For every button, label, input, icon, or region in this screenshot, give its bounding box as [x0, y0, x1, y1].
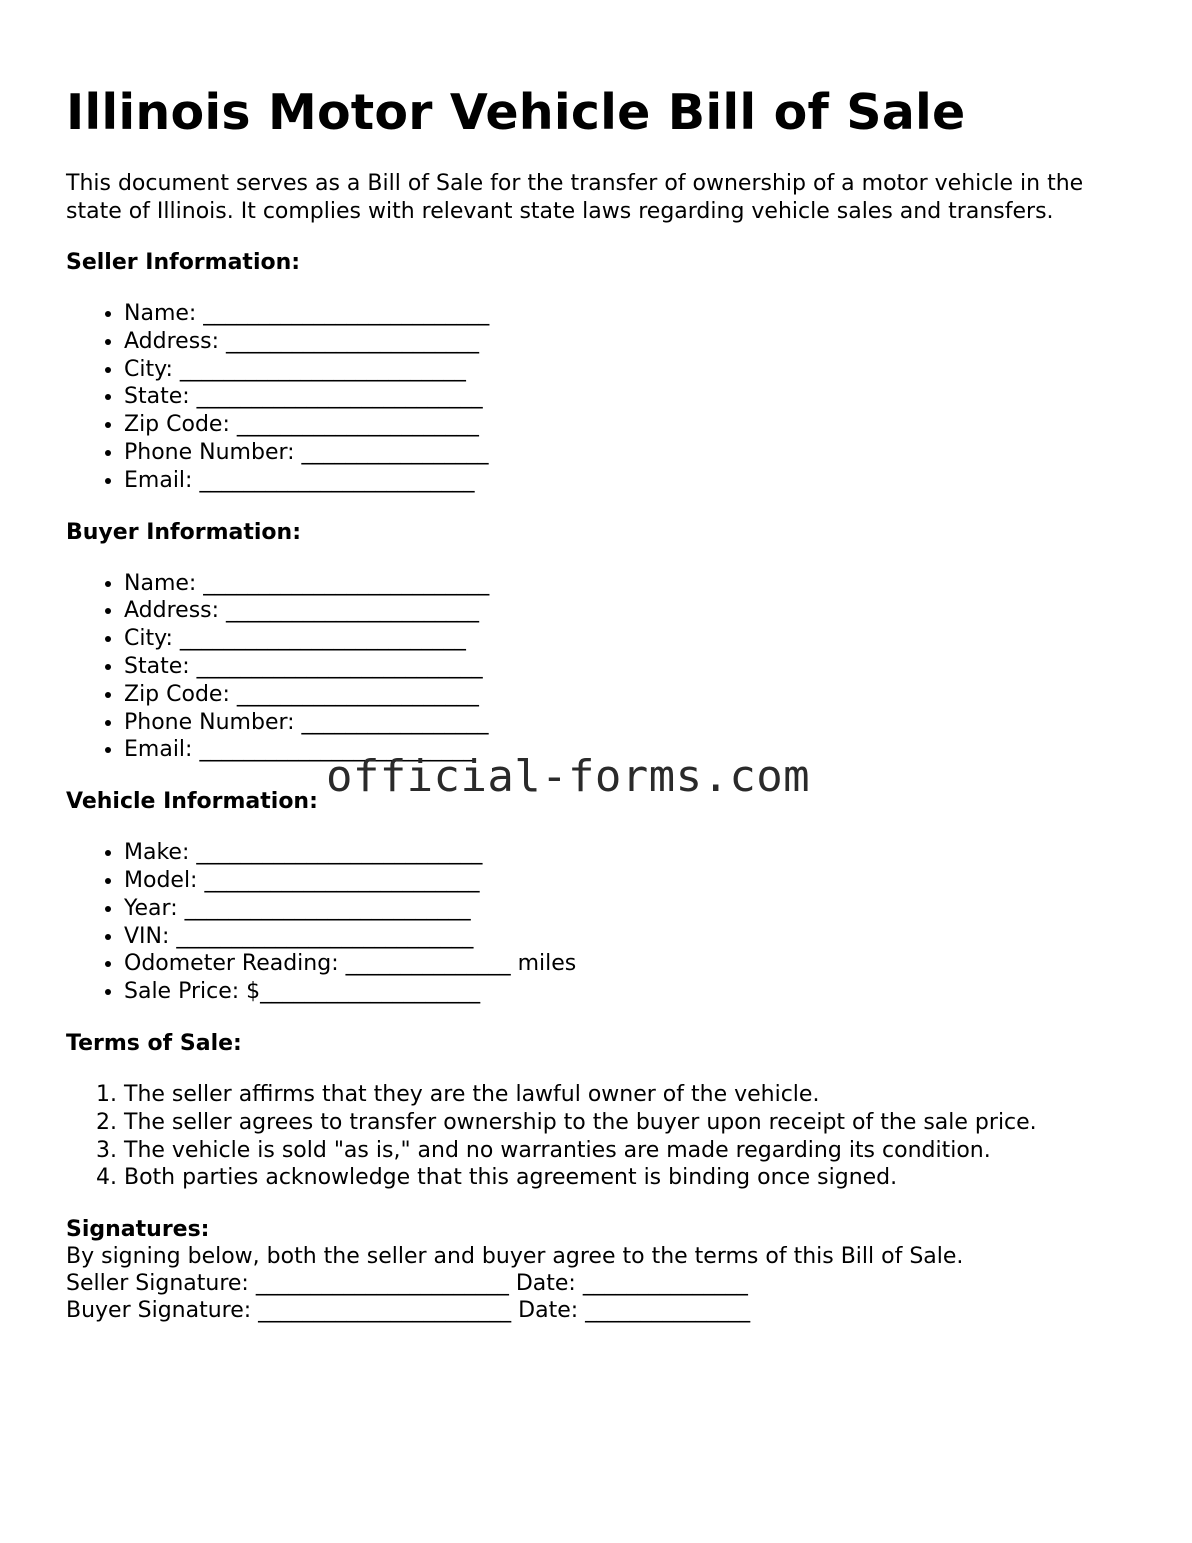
seller-address-field: • Address: _______________________ — [124, 328, 1136, 356]
seller-list — [66, 300, 1136, 495]
buyer-city-field: • City: __________________________ — [124, 625, 1136, 653]
signatures-lead: By signing below, both the seller and buyer agree to the terms of this Bill of Sale. — [66, 1244, 964, 1270]
document-page — [66, 84, 1136, 1324]
seller-city-field: • City: __________________________ — [124, 356, 1136, 384]
buyer-heading: Buyer Information: — [66, 519, 301, 545]
vehicle-odometer-field: • Odometer Reading: _______________ miles — [124, 950, 1136, 978]
buyer-phone-field: • Phone Number: _________________ — [124, 709, 1136, 737]
vehicle-vin-field: • VIN: ___________________________ — [124, 923, 1136, 951]
buyer-zip-field: • Zip Code: ______________________ — [124, 681, 1136, 709]
buyer-name-field: • Name: __________________________ — [124, 570, 1136, 598]
term-item: 4. Both parties acknowledge that this agreement is binding once signed. — [124, 1164, 1136, 1192]
term-item: 2. The seller agrees to transfer ownership to the buyer upon receipt of the sale price. — [124, 1109, 1136, 1137]
term-item: 3. The vehicle is sold "as is," and no warranties are made regarding its condition. — [124, 1137, 1136, 1165]
watermark: official-forms.com — [326, 751, 811, 802]
vehicle-year-field: • Year: __________________________ — [124, 895, 1136, 923]
buyer-list — [66, 570, 1136, 765]
vehicle-heading: Vehicle Information: — [66, 789, 318, 815]
seller-state-field: • State: __________________________ — [124, 383, 1136, 411]
term-item: 1. The seller affirms that they are the lawful owner of the vehicle. — [124, 1081, 1136, 1109]
buyer-address-field: • Address: _______________________ — [124, 597, 1136, 625]
buyer-state-field: • State: __________________________ — [124, 653, 1136, 681]
vehicle-make-field: • Make: __________________________ — [124, 839, 1136, 867]
seller-zip-field: • Zip Code: ______________________ — [124, 411, 1136, 439]
seller-name-field: • Name: __________________________ — [124, 300, 1136, 328]
document-title: Illinois Motor Vehicle Bill of Sale — [66, 84, 966, 141]
seller-email-field: • Email: _________________________ — [124, 467, 1136, 495]
seller-heading: Seller Information: — [66, 250, 301, 275]
terms-list — [66, 1081, 1136, 1192]
intro-paragraph: This document serves as a Bill of Sale for the transfer of ownership of a motor vehicle in the state of Illinois. It complies with relevant state laws regarding vehicle sales and transfers. — [66, 171, 1084, 224]
buyer-signature-line: Buyer Signature: _______________________ Date: _______________ — [66, 1298, 751, 1324]
vehicle-list — [66, 839, 1136, 1006]
seller-signature-line: Seller Signature: _______________________ Date: _______________ — [66, 1271, 748, 1297]
buyer-email-field: • Email: _________________________ — [124, 736, 1136, 764]
seller-phone-field: • Phone Number: _________________ — [124, 439, 1136, 467]
terms-heading: Terms of Sale: — [66, 1030, 242, 1056]
vehicle-price-field: • Sale Price: $____________________ — [124, 978, 1136, 1006]
signatures-heading: Signatures: — [66, 1217, 210, 1243]
vehicle-model-field: • Model: _________________________ — [124, 867, 1136, 895]
